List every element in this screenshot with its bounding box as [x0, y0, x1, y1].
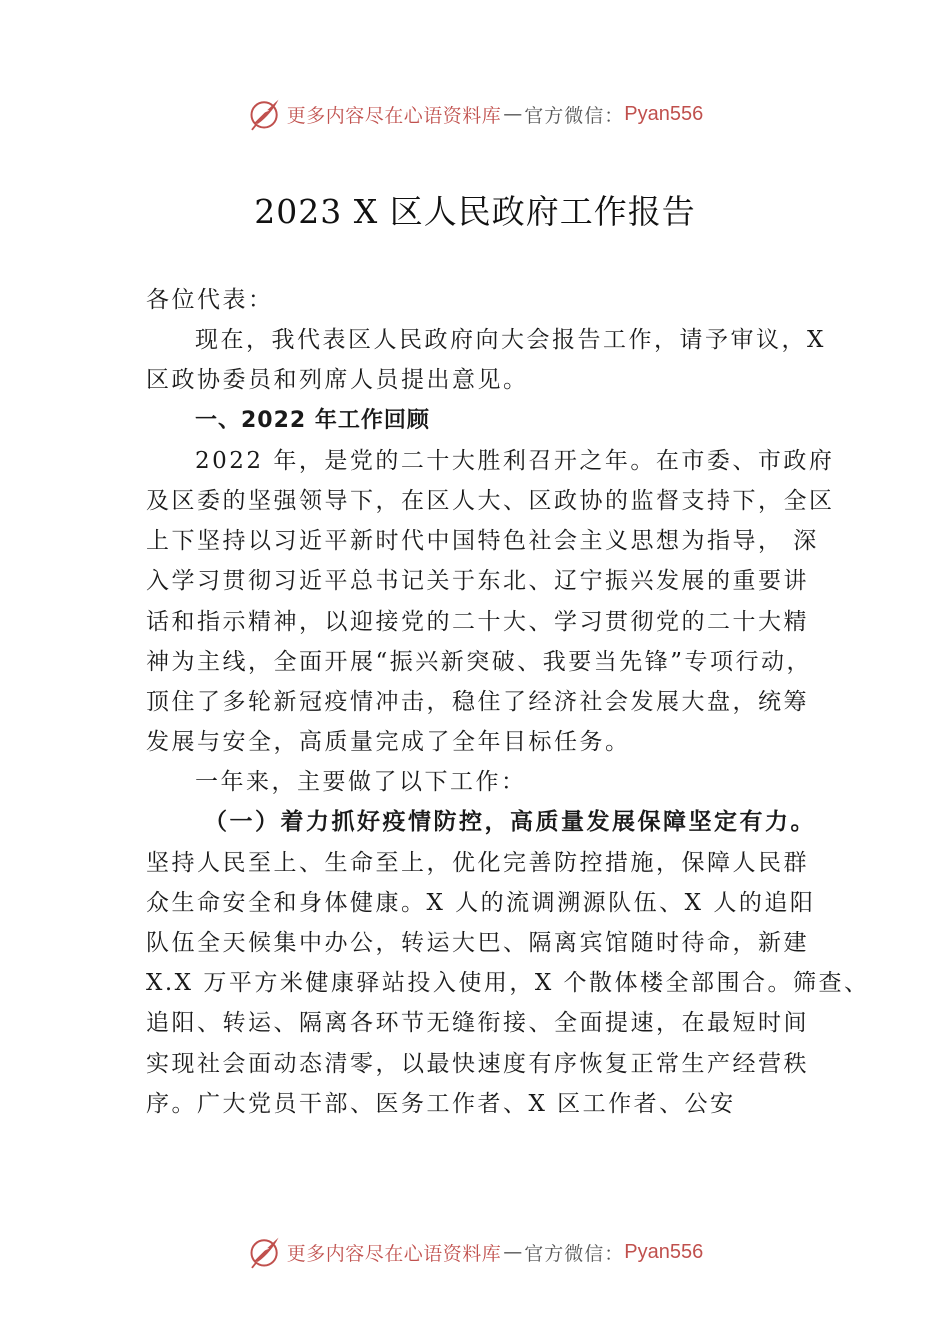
- paragraph-line: 顶住了多轮新冠疫情冲击，稳住了经济社会发展大盘，统筹: [146, 688, 809, 715]
- paragraph-line: 坚持人民至上、生命至上，优化完善防控措施，保障人民群: [146, 849, 809, 876]
- paragraph-line: 队伍全天候集中办公，转运大巴、隔离宾馆随时待命，新建: [146, 930, 809, 956]
- paragraph-line: 话和指示精神，以迎接党的二十大、学习贯彻党的二十大精: [146, 608, 809, 635]
- watermark-label: 官方微信：: [524, 1242, 625, 1265]
- paragraph-line: 神为主线，全面开展“振兴新突破、我要当先锋”专项行动，: [146, 648, 813, 675]
- footer-watermark: [0, 1232, 950, 1272]
- watermark-main-text: 更多内容尽在心语资料库: [286, 104, 502, 127]
- watermark-account: Pyan556: [624, 1240, 704, 1263]
- paragraph-line: 一年来，主要做了以下工作：: [195, 769, 527, 796]
- watermark-main-text: 更多内容尽在心语资料库: [286, 1242, 502, 1265]
- header-watermark: [0, 94, 950, 134]
- document-body: [146, 280, 870, 1124]
- quill-pen-logo-icon: [247, 96, 283, 132]
- paragraph-line: 现在，我代表区人民政府向大会报告工作，请予审议，X: [195, 327, 826, 354]
- paragraph-line: 众生命安全和身体健康。X 人的流调溯源队伍、X 人的追阳: [146, 889, 816, 916]
- paragraph-line: X.X 万平方米健康驿站投入使用，X 个散体楼全部围合。筛查、: [146, 970, 870, 997]
- watermark-dash: —: [503, 1241, 523, 1263]
- watermark-dash: —: [503, 103, 523, 125]
- watermark-account: Pyan556: [624, 102, 704, 125]
- paragraph-line: 发展与安全，高质量完成了全年目标任务。: [146, 729, 631, 756]
- paragraph-line: 区政协委员和列席人员提出意见。: [146, 367, 529, 394]
- paragraph-line: 追阳、转运、隔离各环节无缝衔接、全面提速，在最短时间: [146, 1010, 809, 1037]
- section-heading: 一、2022 年工作回顾: [195, 407, 430, 433]
- document-title: 2023 X 区人民政府工作报告: [254, 192, 696, 231]
- paragraph-line: 入学习贯彻习近平总书记关于东北、辽宁振兴发展的重要讲: [146, 568, 809, 595]
- paragraph-line: 序。广大党员干部、医务工作者、X 区工作者、公安: [146, 1090, 736, 1117]
- paragraph-line: 2022 年，是党的二十大胜利召开之年。在市委、市政府: [195, 447, 835, 474]
- salutation-line: 各位代表：: [146, 287, 274, 313]
- paragraph-line: 上下坚持以习近平新时代中国特色社会主义思想为指导， 深: [146, 528, 819, 555]
- paragraph-line: 及区委的坚强领导下，在区人大、区政协的监督支持下，全区: [146, 487, 835, 514]
- watermark-label: 官方微信：: [524, 104, 625, 127]
- subsection-heading: （一）着力抓好疫情防控，高质量发展保障坚定有力。: [204, 808, 816, 836]
- quill-pen-logo-icon: [247, 1234, 283, 1270]
- paragraph-line: 实现社会面动态清零，以最快速度有序恢复正常生产经营秩: [146, 1050, 809, 1077]
